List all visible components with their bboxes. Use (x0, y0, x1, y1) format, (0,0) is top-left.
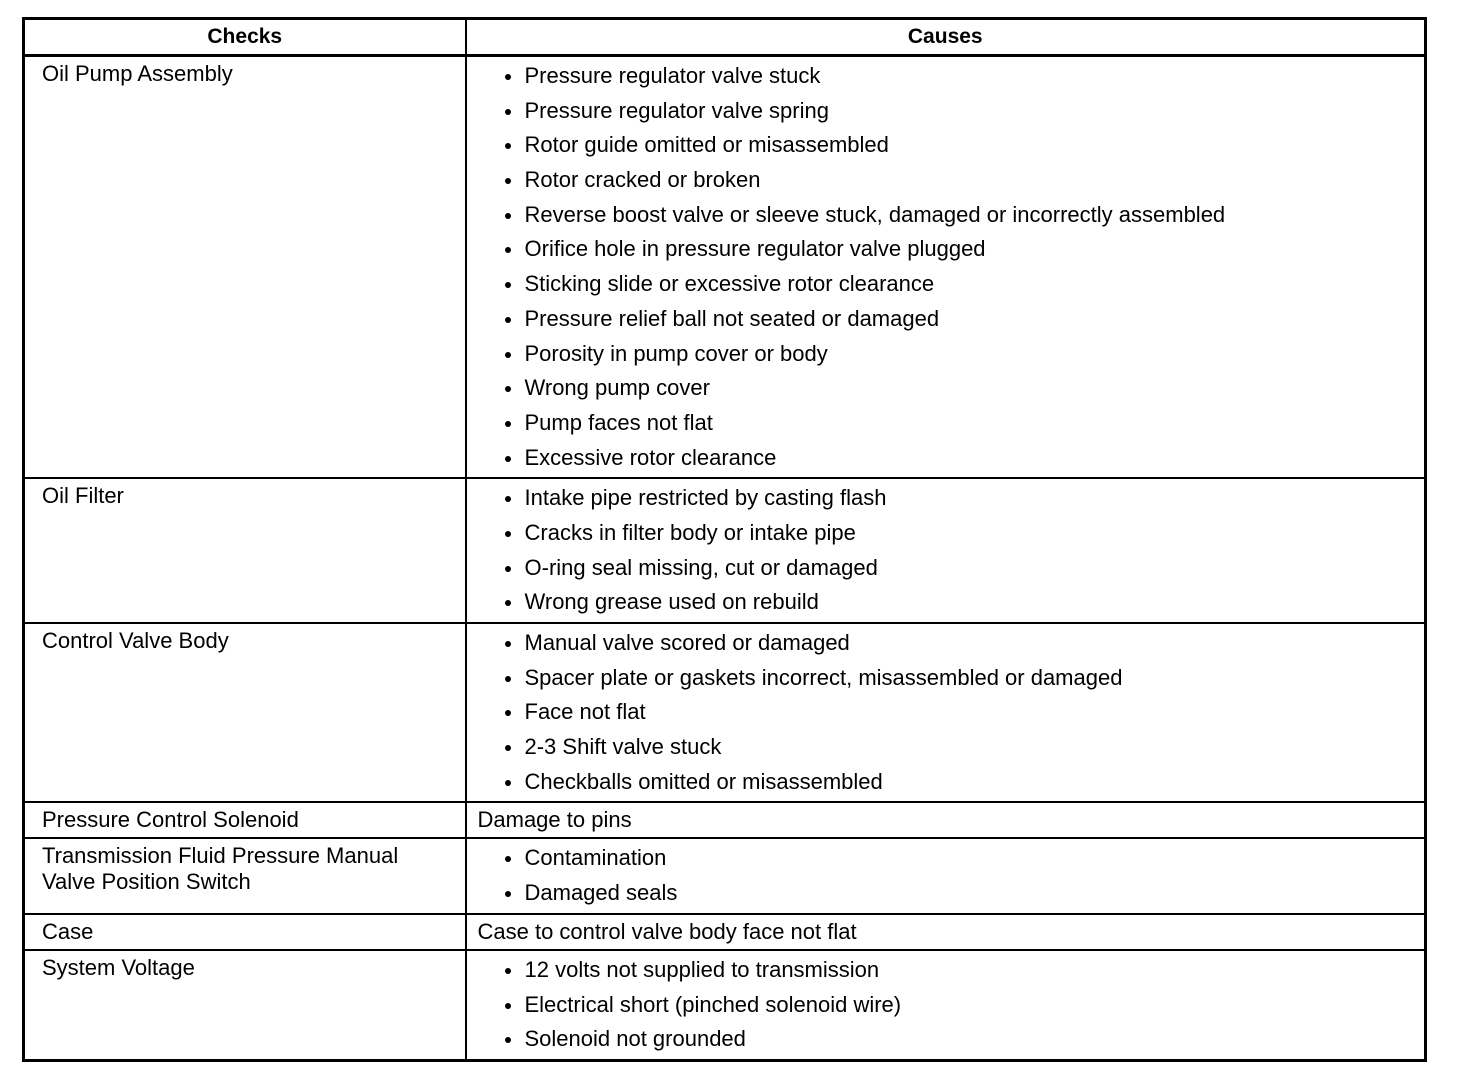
cause-text: Spacer plate or gaskets incorrect, misassembled or damaged (524, 664, 1123, 690)
bullet-icon (505, 282, 511, 288)
cause-list-item (467, 516, 1417, 551)
causes-cell (466, 802, 1426, 838)
cause-text: Pressure regulator valve stuck (524, 63, 821, 88)
bullet-icon (505, 74, 511, 80)
bullet-icon (505, 710, 511, 716)
cause-text: Contamination (524, 845, 667, 871)
bullet-icon (505, 1037, 511, 1043)
cause-text: Excessive rotor clearance (524, 444, 777, 470)
cause-text: Rotor cracked or broken (524, 167, 761, 193)
table-row (24, 478, 1426, 623)
cause-list-item (467, 695, 1417, 730)
table-row (24, 623, 1426, 802)
check-cell: Oil Pump Assembly (24, 56, 466, 479)
table-row (24, 838, 1426, 913)
table-row (24, 914, 1426, 950)
cause-list-item (467, 406, 1417, 441)
checks-column-header: Checks (24, 19, 466, 56)
cause-text: Solenoid not grounded (524, 1026, 746, 1052)
cause-text: Pressure regulator valve spring (524, 97, 829, 123)
bullet-icon (505, 421, 511, 427)
check-cell: Pressure Control Solenoid (24, 802, 466, 838)
bullet-icon (505, 247, 511, 253)
cause-list-item (467, 441, 1417, 476)
check-cell: Transmission Fluid Pressure Manual Valve Position Switch (24, 838, 466, 913)
cause-text: Checkballs omitted or misassembled (524, 768, 883, 794)
cause-list-item (467, 198, 1417, 233)
cause-list-item (467, 988, 1417, 1023)
bullet-icon (505, 1003, 511, 1009)
cause-text: 2-3 Shift valve stuck (524, 734, 722, 760)
cause-list (467, 953, 1417, 1057)
table-row (24, 56, 1426, 479)
cause-text: Rotor guide omitted or misassembled (524, 132, 889, 158)
cause-list-item (467, 876, 1417, 911)
cause-text: Damaged seals (524, 880, 678, 906)
cause-list (467, 841, 1417, 910)
cause-text: Manual valve scored or damaged (524, 630, 850, 655)
cause-list-item (467, 551, 1417, 586)
table-row (24, 950, 1426, 1061)
cause-list-item (467, 661, 1417, 696)
cause-list-item (467, 59, 1417, 94)
cause-list-item (467, 302, 1417, 337)
cause-text: O-ring seal missing, cut or damaged (524, 554, 878, 580)
cause-list-item (467, 94, 1417, 129)
cause-list-item (467, 371, 1417, 406)
cause-list-item (467, 232, 1417, 267)
cause-list-item (467, 730, 1417, 765)
cause-text: Wrong grease used on rebuild (524, 589, 819, 615)
cause-list-item (467, 267, 1417, 302)
check-cell: Control Valve Body (24, 623, 466, 802)
cause-list-item (467, 481, 1417, 516)
bullet-icon (505, 531, 511, 537)
cause-list-item (467, 765, 1417, 800)
bullet-icon (505, 317, 511, 323)
bullet-icon (505, 386, 511, 392)
cause-list-item (467, 841, 1417, 876)
cause-list-item (467, 163, 1417, 198)
table-header-row (24, 19, 1426, 56)
diagnosis-table (22, 17, 1427, 1062)
causes-cell (466, 914, 1426, 950)
bullet-icon (505, 143, 511, 149)
bullet-icon (505, 891, 511, 897)
causes-cell (466, 478, 1426, 623)
bullet-icon (505, 968, 511, 974)
cause-list (467, 626, 1417, 799)
cause-list-item (467, 337, 1417, 372)
check-cell: System Voltage (24, 950, 466, 1061)
cause-text: Orifice hole in pressure regulator valve plugged (524, 236, 986, 262)
cause-text: Reverse boost valve or sleeve stuck, damaged or incorrectly assembled (524, 201, 1226, 227)
bullet-icon (505, 600, 511, 606)
cause-text: Face not flat (524, 699, 646, 725)
table-row (24, 802, 1426, 838)
check-cell: Oil Filter (24, 478, 466, 623)
cause-text: Cracks in filter body or intake pipe (524, 519, 856, 545)
check-cell: Case (24, 914, 466, 950)
causes-cell (466, 950, 1426, 1061)
cause-list (467, 59, 1417, 475)
cause-text: Electrical short (pinched solenoid wire) (524, 991, 902, 1017)
causes-cell (466, 56, 1426, 479)
cause-text: Case to control valve body face not flat (477, 918, 857, 944)
cause-text: Wrong pump cover (524, 375, 710, 401)
cause-text: Sticking slide or excessive rotor clearance (524, 271, 935, 297)
table-body (24, 56, 1426, 1061)
cause-text: Pump faces not flat (524, 409, 713, 435)
bullet-icon (505, 456, 511, 462)
cause-text: Porosity in pump cover or body (524, 340, 828, 366)
cause-list (467, 481, 1417, 620)
bullet-icon (505, 566, 511, 572)
cause-text: 12 volts not supplied to transmission (524, 956, 880, 982)
bullet-icon (505, 641, 511, 647)
bullet-icon (505, 109, 511, 115)
cause-text: Intake pipe restricted by casting flash (524, 485, 887, 511)
cause-list-item (467, 585, 1417, 620)
bullet-icon (505, 676, 511, 682)
cause-text: Damage to pins (477, 807, 632, 833)
bullet-icon (505, 780, 511, 786)
cause-list-item (467, 1022, 1417, 1057)
cause-list-item (467, 128, 1417, 163)
bullet-icon (505, 496, 511, 502)
causes-cell (466, 623, 1426, 802)
cause-list-item (467, 953, 1417, 988)
bullet-icon (505, 745, 511, 751)
cause-list-item (467, 626, 1417, 661)
causes-cell (466, 838, 1426, 913)
bullet-icon (505, 856, 511, 862)
cause-text: Pressure relief ball not seated or damaged (524, 305, 940, 331)
bullet-icon (505, 178, 511, 184)
bullet-icon (505, 352, 511, 358)
causes-column-header: Causes (466, 19, 1426, 56)
bullet-icon (505, 213, 511, 219)
